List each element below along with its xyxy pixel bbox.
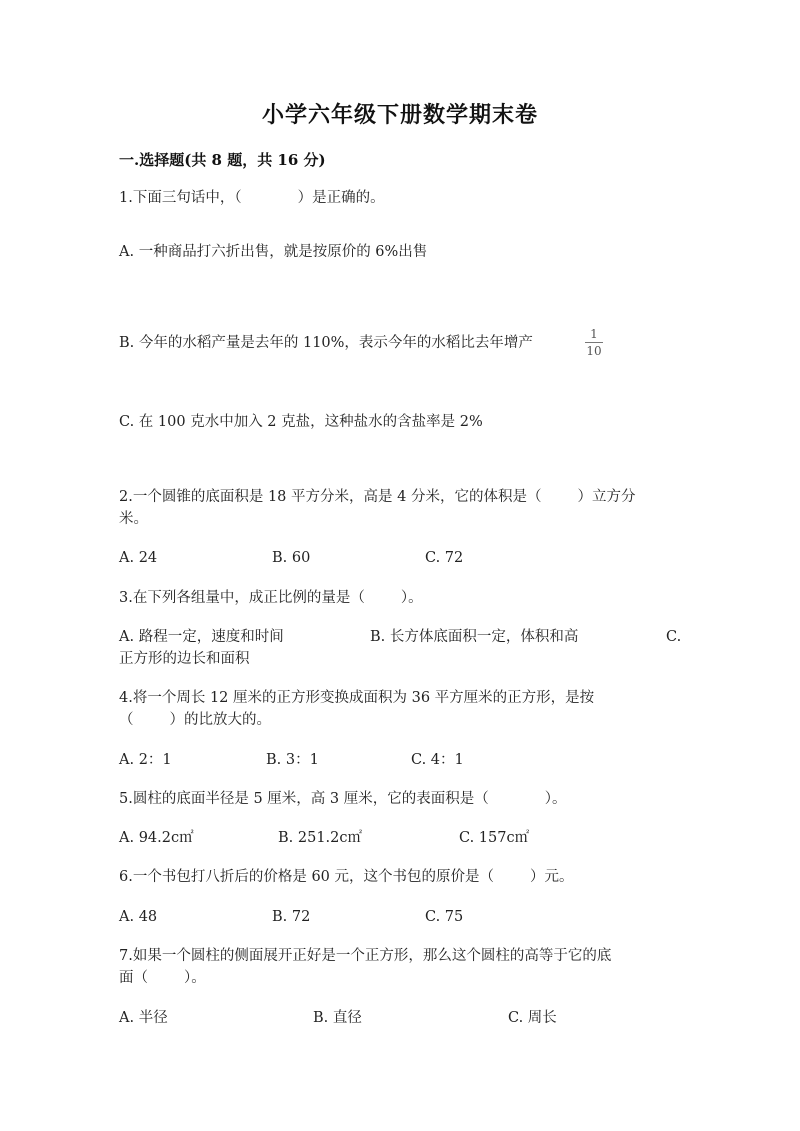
question-number: 1. — [119, 190, 133, 206]
question-text-tail: ）。 — [544, 791, 567, 807]
option-c: C. 周长 — [508, 1010, 557, 1026]
fraction-numerator: 1 — [590, 327, 598, 341]
question-text-tail: ）立方分 — [577, 489, 636, 505]
option-a: A. 24 — [119, 550, 158, 566]
option-b: B. 251.2c㎡ — [278, 830, 363, 846]
option-a: A. 路程一定，速度和时间 — [119, 629, 284, 645]
question-4-line2 — [119, 709, 271, 731]
question-text: 下面三句话中，（ — [132, 190, 242, 206]
option-c: C. 在 100 克水中加入 2 克盐，这种盐水的含盐率是 2% — [119, 414, 483, 430]
question-number: 5. — [119, 791, 133, 807]
question-5 — [119, 788, 566, 810]
question-number: 3. — [119, 590, 133, 606]
question-text-tail: ）是正确的。 — [297, 190, 385, 206]
fraction-bar — [585, 342, 603, 343]
option-b: B. 长方体底面积一定，体积和高 — [370, 629, 579, 645]
question-7-line1 — [119, 945, 611, 967]
question-text: 一个书包打八折后的价格是 60 元，这个书包的原价是（ — [132, 869, 495, 885]
option-c: C. 4：1 — [411, 752, 464, 768]
question-number: 6. — [119, 869, 133, 885]
question-text: 圆柱的底面半径是 5 厘米，高 3 厘米，它的表面积是（ — [132, 791, 489, 807]
option-a: A. 一种商品打六折出售，就是按原价的 6%出售 — [119, 244, 428, 260]
option-c: C. 157c㎡ — [459, 830, 530, 846]
option-c-label: C. — [666, 629, 682, 645]
question-4-line1 — [119, 687, 594, 709]
option-c: C. 72 — [425, 550, 464, 566]
option-b: B. 3：1 — [266, 752, 319, 768]
question-number: 2. — [119, 489, 133, 505]
question-text: 一个圆锥的底面积是 18 平方分米，高是 4 分米，它的体积是（ — [132, 489, 542, 505]
option-b: B. 今年的水稻产量是去年的 110%，表示今年的水稻比去年增产 — [119, 335, 533, 351]
question-text-tail: ）。 — [184, 970, 206, 986]
question-number: 4. — [119, 690, 133, 706]
question-7-line2 — [119, 967, 206, 989]
option-a: A. 94.2c㎡ — [119, 830, 194, 846]
option-a: A. 半径 — [119, 1010, 168, 1026]
question-text-tail: ）元。 — [530, 869, 574, 885]
question-3 — [119, 587, 423, 609]
question-text: 将一个周长 12 厘米的正方形变换成面积为 36 平方厘米的正方形，是按 — [132, 690, 595, 706]
question-1 — [119, 187, 385, 209]
fraction-denominator: 10 — [586, 344, 602, 358]
question-2-line2: 米。 — [119, 511, 148, 527]
option-c-text: 正方形的边长和面积 — [119, 651, 250, 667]
question-text: 面（ — [119, 970, 148, 986]
fraction-one-tenth — [585, 327, 603, 358]
question-2-line1 — [119, 486, 635, 508]
question-text-tail: ）的比放大的。 — [169, 712, 271, 728]
question-number: 7. — [119, 948, 133, 964]
option-c: C. 75 — [425, 909, 464, 925]
option-b: B. 72 — [272, 909, 311, 925]
option-a: A. 2：1 — [119, 752, 172, 768]
question-text: 如果一个圆柱的侧面展开正好是一个正方形，那么这个圆柱的高等于它的底 — [132, 948, 612, 964]
option-b: B. 直径 — [313, 1010, 362, 1026]
question-text: 在下列各组量中，成正比例的量是（ — [132, 590, 365, 606]
question-text: （ — [119, 712, 134, 728]
question-text-tail: ）。 — [400, 590, 423, 606]
option-a: A. 48 — [119, 909, 158, 925]
page-title: 小学六年级下册数学期末卷 — [261, 102, 538, 128]
question-6 — [119, 866, 574, 888]
option-b: B. 60 — [272, 550, 311, 566]
section-heading: 一.选择题(共 8 题，共 16 分) — [119, 151, 326, 169]
